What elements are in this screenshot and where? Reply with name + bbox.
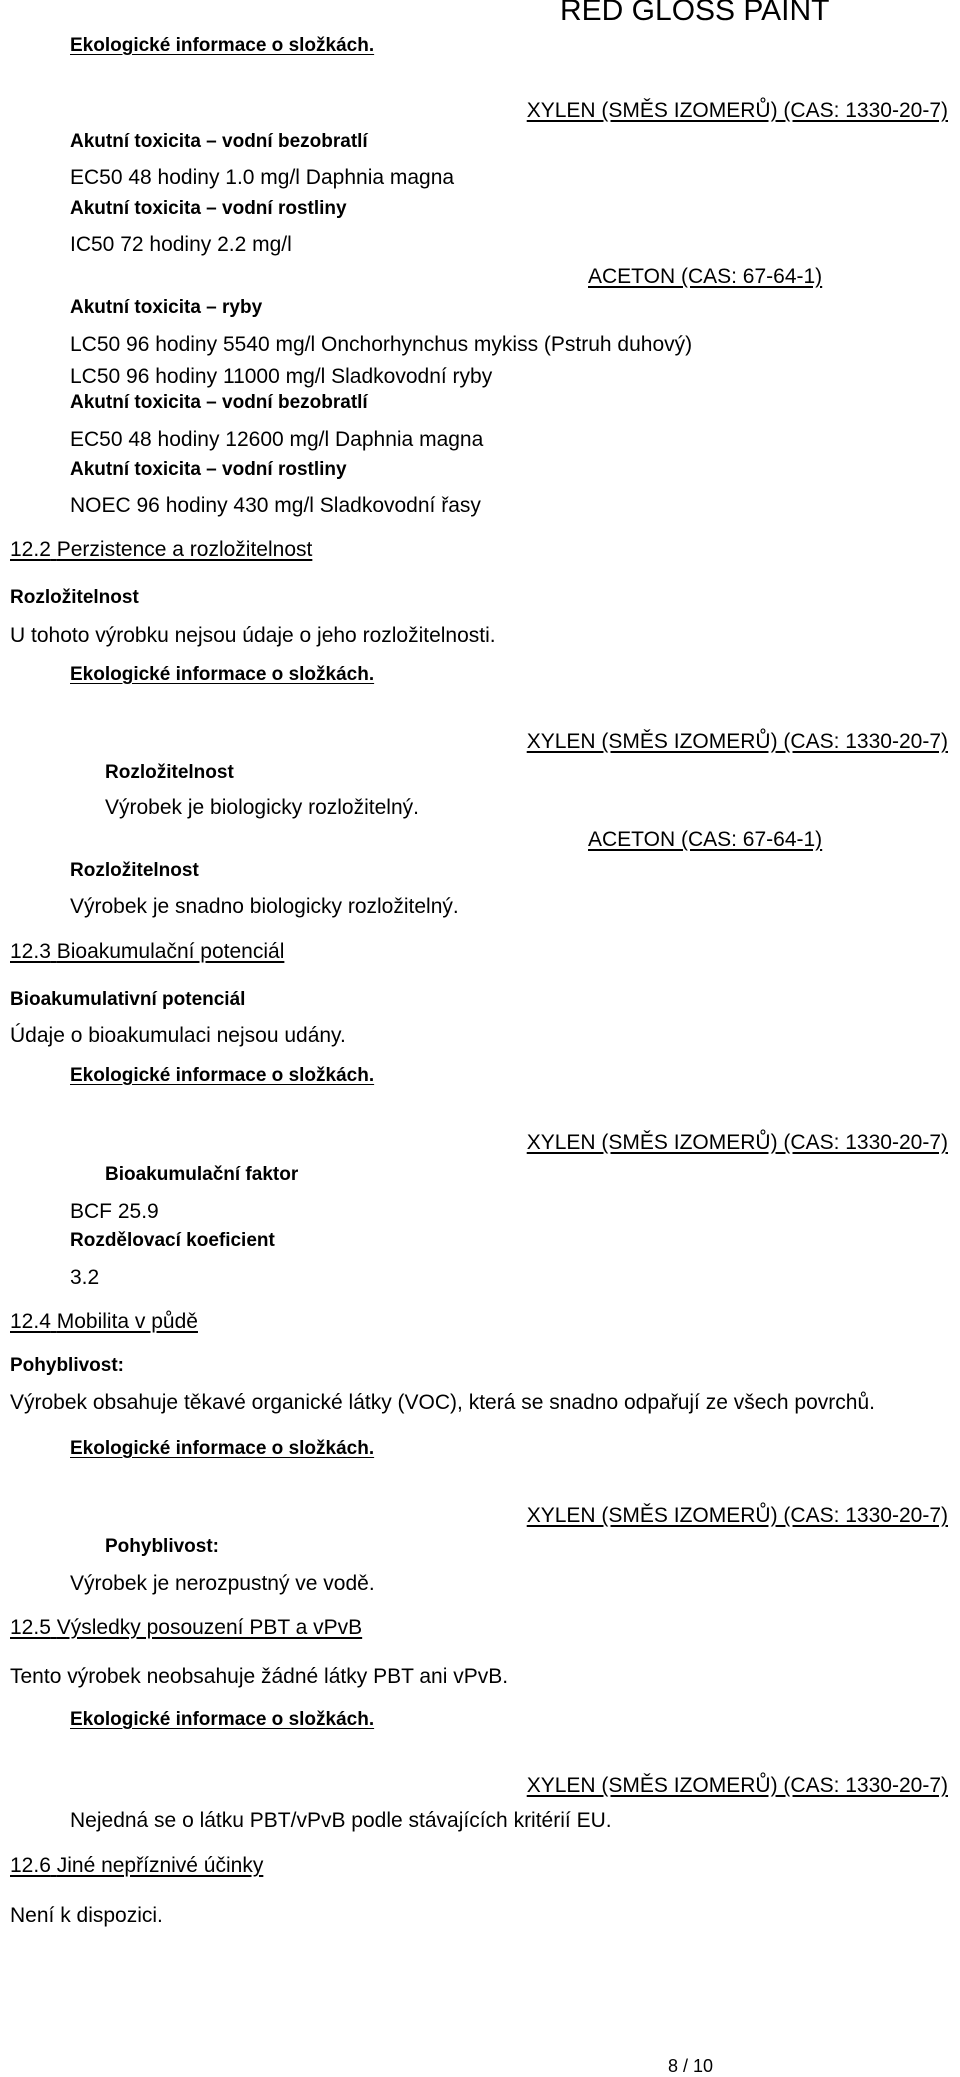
xylen-degradability-label: Rozložitelnost	[105, 762, 234, 783]
substance-xylen-heading: XYLEN (SMĚS IZOMERŮ) (CAS: 1330-20-7)	[526, 1504, 948, 1527]
section-12-5-heading: 12.5 Výsledky posouzení PBT a vPvB	[10, 1616, 363, 1639]
substance-xylen-heading: XYLEN (SMĚS IZOMERŮ) (CAS: 1330-20-7)	[526, 1774, 948, 1797]
xylen-mobility-label: Pohyblivost:	[105, 1536, 220, 1557]
eco-info-link[interactable]: Ekologické informace o složkách.	[70, 1065, 375, 1086]
xylen-kow-label: Rozdělovací koeficient	[70, 1230, 275, 1251]
substance-aceton-heading: ACETON (CAS: 67-64-1)	[588, 265, 823, 288]
xylen-ic50-value: IC50 72 hodiny 2.2 mg/l	[70, 233, 292, 256]
aceton-fish-label: Akutní toxicita – ryby	[70, 297, 263, 318]
s12-3-text: Údaje o bioakumulaci nejsou udány.	[10, 1024, 346, 1047]
s12-2-label: Rozložitelnost	[10, 587, 139, 608]
substance-aceton-heading: ACETON (CAS: 67-64-1)	[588, 828, 823, 851]
xylen-mobility-text: Výrobek je nerozpustný ve vodě.	[70, 1572, 375, 1595]
s12-3-label: Bioakumulativní potenciál	[10, 989, 246, 1010]
xylen-plants-label: Akutní toxicita – vodní rostliny	[70, 198, 347, 219]
xylen-pbt-text: Nejedná se o látku PBT/vPvB podle stávajících kritérií EU.	[70, 1809, 612, 1832]
section-12-4-heading: 12.4 Mobilita v půdě	[10, 1310, 198, 1333]
aceton-plants-label: Akutní toxicita – vodní rostliny	[70, 459, 347, 480]
aceton-lc50-2: LC50 96 hodiny 11000 mg/l Sladkovodní ryby	[70, 365, 493, 388]
substance-xylen-heading: XYLEN (SMĚS IZOMERŮ) (CAS: 1330-20-7)	[526, 730, 948, 753]
eco-info-link[interactable]: Ekologické informace o složkách.	[70, 664, 375, 685]
section-12-3-heading: 12.3 Bioakumulační potenciál	[10, 940, 285, 963]
xylen-invertebrates-label: Akutní toxicita – vodní bezobratlí	[70, 131, 368, 152]
xylen-bcf-value: BCF 25.9	[70, 1200, 159, 1223]
aceton-lc50-1: LC50 96 hodiny 5540 mg/l Onchorhynchus mykiss (Pstruh duhový)	[70, 333, 693, 356]
s12-4-text: Výrobek obsahuje těkavé organické látky (VOC), která se snadno odpařují ze všech povrchů.	[10, 1391, 875, 1414]
substance-xylen-heading: XYLEN (SMĚS IZOMERŮ) (CAS: 1330-20-7)	[526, 99, 948, 122]
xylen-bcf-label: Bioakumulační faktor	[105, 1164, 299, 1185]
s12-6-text: Není k dispozici.	[10, 1904, 163, 1927]
aceton-ec50-value: EC50 48 hodiny 12600 mg/l Daphnia magna	[70, 428, 484, 451]
xylen-ec50-value: EC50 48 hodiny 1.0 mg/l Daphnia magna	[70, 166, 455, 189]
page-number: 8 / 10	[668, 2056, 714, 2076]
eco-info-link[interactable]: Ekologické informace o složkách.	[70, 1709, 375, 1730]
aceton-degradability-label: Rozložitelnost	[70, 860, 199, 881]
s12-4-label: Pohyblivost:	[10, 1355, 125, 1376]
aceton-noec-value: NOEC 96 hodiny 430 mg/l Sladkovodní řasy	[70, 494, 481, 517]
document-title: RED GLOSS PAINT	[560, 0, 830, 27]
aceton-degradability-text: Výrobek je snadno biologicky rozložitelný.	[70, 895, 459, 918]
section-12-6-heading: 12.6 Jiné nepříznivé účinky	[10, 1854, 264, 1877]
eco-info-link[interactable]: Ekologické informace o složkách.	[70, 35, 375, 56]
xylen-degradability-text: Výrobek je biologicky rozložitelný.	[105, 796, 419, 819]
aceton-invertebrates-label: Akutní toxicita – vodní bezobratlí	[70, 392, 368, 413]
eco-info-link[interactable]: Ekologické informace o složkách.	[70, 1438, 375, 1459]
substance-xylen-heading: XYLEN (SMĚS IZOMERŮ) (CAS: 1330-20-7)	[526, 1131, 948, 1154]
xylen-kow-value: 3.2	[70, 1266, 100, 1289]
s12-5-text: Tento výrobek neobsahuje žádné látky PBT ani vPvB.	[10, 1665, 509, 1688]
section-12-2-heading: 12.2 Perzistence a rozložitelnost	[10, 538, 313, 561]
s12-2-text: U tohoto výrobku nejsou údaje o jeho rozložitelnosti.	[10, 624, 496, 647]
